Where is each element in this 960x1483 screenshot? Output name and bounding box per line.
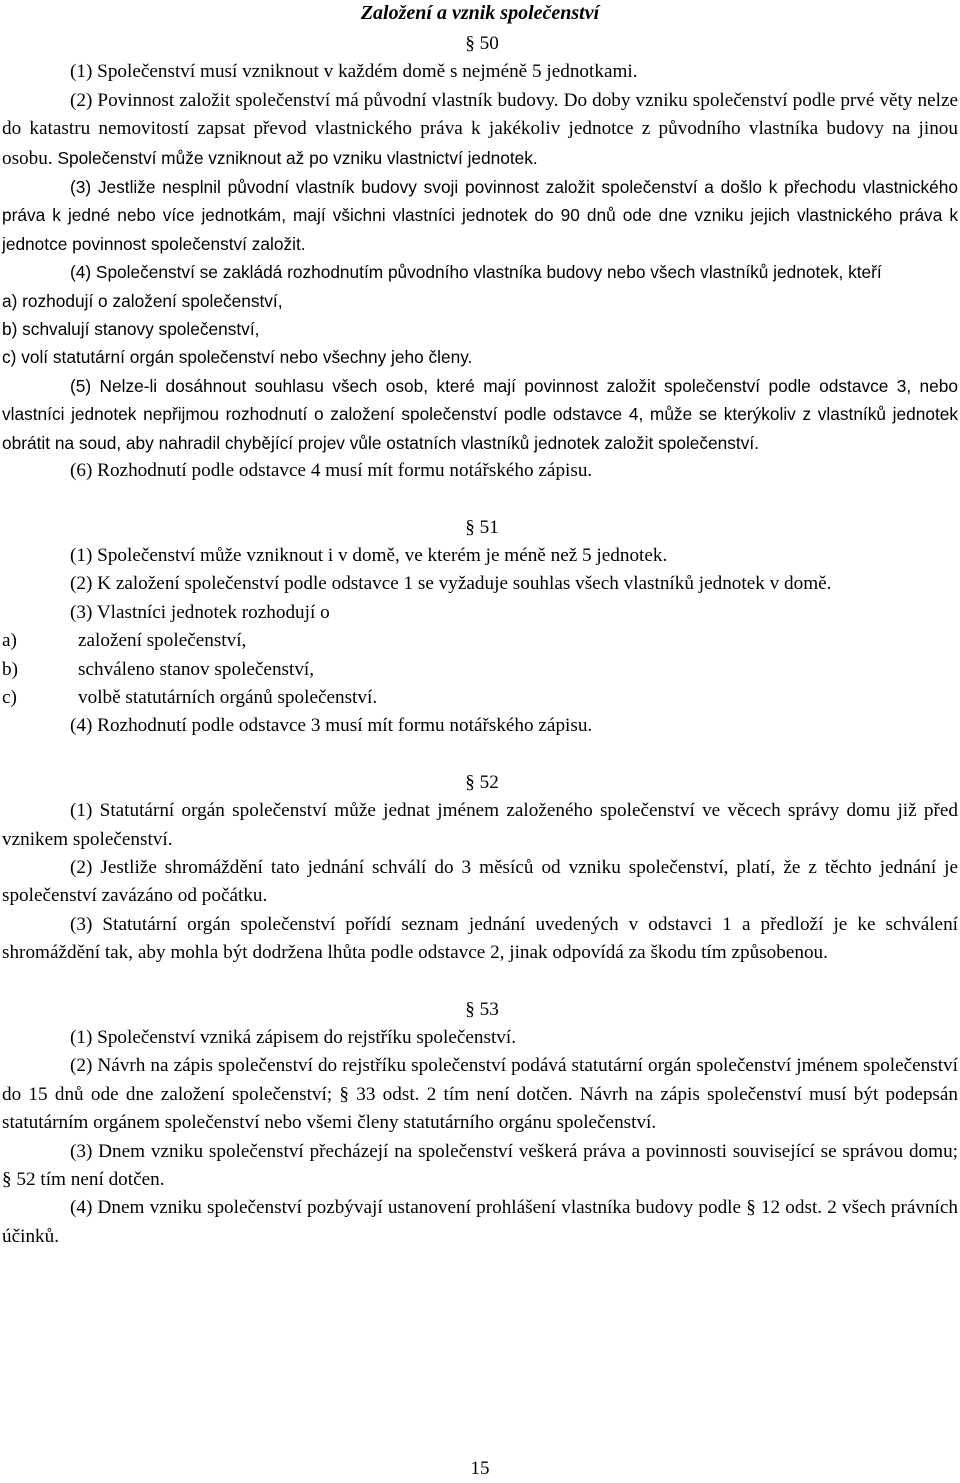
- section-53: [2, 996, 958, 1252]
- paragraph: (3) Dnem vzniku společenství přecházejí na společenství veškerá práva a povinnosti související se správou domu; § 52 tím není dotčen.: [2, 1140, 958, 1191]
- paragraph: (2) K založení společenství podle odstavce 1 se vyžaduje souhlas všech vlastníků jednotek v domě.: [70, 573, 832, 595]
- paragraph: (3) Vlastníci jednotek rozhodují o: [70, 601, 330, 623]
- section-heading: § 50: [465, 33, 499, 54]
- list-marker: a): [2, 630, 17, 652]
- section-heading: § 53: [465, 998, 499, 1020]
- section-52: [2, 769, 958, 968]
- list-item: [2, 627, 958, 655]
- list-marker: b): [2, 658, 18, 680]
- paragraph: (1) Společenství vzniká zápisem do rejstříku společenství.: [70, 1027, 516, 1048]
- section-heading: § 52: [465, 771, 499, 793]
- list-item: [2, 684, 958, 712]
- section-51: [2, 514, 958, 741]
- list-item: [2, 656, 958, 684]
- paragraph: (3) Jestliže nesplnil původní vlastník budovy svoji povinnost založit společenství a došlo k přechodu vlastnického práva k jedné nebo více jednotkám, mají všichni vlastníci jednotek do 90 dnů ode dne vzniku jejich vlastnického práva k jednotce povinnost společenství založit.: [2, 177, 958, 254]
- paragraph: (1) Společenství může vzniknout i v domě, ve kterém je méně než 5 jednotek.: [70, 544, 668, 566]
- paragraph: (1) Společenství musí vzniknout v každém domě s nejméně 5 jednotkami.: [70, 61, 638, 83]
- document-title: Založení a vznik společenství: [360, 2, 600, 24]
- paragraph: (4) Dnem vzniku společenství pozbývají ustanovení prohlášení vlastníka budovy podle § 12 odst. 2 všech právních účinků.: [2, 1197, 958, 1247]
- section-50: [2, 30, 958, 486]
- page-number: 15: [470, 1458, 490, 1479]
- list-item: b) schvalují stanovy společenství,: [2, 319, 260, 340]
- paragraph: (4) Rozhodnutí podle odstavce 3 musí mít formu notářského zápisu.: [70, 715, 593, 737]
- paragraph: (3) Statutární orgán společenství pořídí seznam jednání uvedených v odstavci 1 a předloží je ke schválení shromáždění tak, aby mohla být dodržena lhůta podle odstavce 2, jinak odpovídá za škodu tím způsobenou.: [2, 913, 958, 964]
- section-heading: § 51: [465, 516, 499, 538]
- list-item: c) volí statutární orgán společenství nebo všechny jeho členy.: [2, 347, 473, 368]
- list-text: volbě statutárních orgánů společenství.: [78, 686, 378, 708]
- paragraph: (2) Návrh na zápis společenství do rejstříku společenství podává statutární orgán společenství jménem společenství do 15 dnů ode dne založení společenství; § 33 odst. 2 tím není dotčen. Návrh na zápis společenství musí být podepsán statutárním orgánem společenství nebo všemi členy statutárního orgánu společenství.: [2, 1055, 958, 1134]
- list-text: schváleno stanov společenství,: [78, 658, 315, 680]
- paragraph: (1) Statutární orgán společenství může jednat jménem založeného společenství ve věcech správy domu již před vznikem společenství.: [2, 800, 958, 850]
- document-page: [2, 0, 958, 1251]
- paragraph: (2) Jestliže shromáždění tato jednání schválí do 3 měsíců od vzniku společenství, platí, že z těchto jednání je společenství zavázáno od počátku.: [2, 856, 958, 907]
- paragraph-sans-text: Společenství může vzniknout až po vzniku vlastnictví jednotek.: [57, 147, 538, 168]
- paragraph: (6) Rozhodnutí podle odstavce 4 musí mít formu notářského zápisu.: [70, 460, 593, 482]
- list-item: a) rozhodují o založení společenství,: [2, 290, 283, 311]
- paragraph: (5) Nelze-li dosáhnout souhlasu všech osob, které mají povinnost založit společenství podle odstavce 3, nebo vlastníci jednotek nepřijmou rozhodnutí o založení společenství podle odstavce 4, může se kterýkoliv z vlastníků jednotek obrátit na soud, aby nahradil chybějící projev vůle ostatních vlastníků jednotek založit společenství.: [2, 375, 958, 453]
- list-text: založení společenství,: [78, 630, 247, 652]
- paragraph: (4) Společenství se zakládá rozhodnutím původního vlastníka budovy nebo všech vlastníků jednotek, kteří: [70, 262, 882, 283]
- list-marker: c): [2, 686, 17, 708]
- paragraph: (2) Povinnost založit společenství má původní vlastník budovy. Do doby vzniku společenství podle prvé věty nelze do katastru nemovitostí zapsat převod vlastnického práva k jakékoliv jednotce z původního vlastníka budovy na jinou osobu. Společenství může vzniknout až po vzniku vlastnictví jednotek.: [2, 89, 958, 169]
